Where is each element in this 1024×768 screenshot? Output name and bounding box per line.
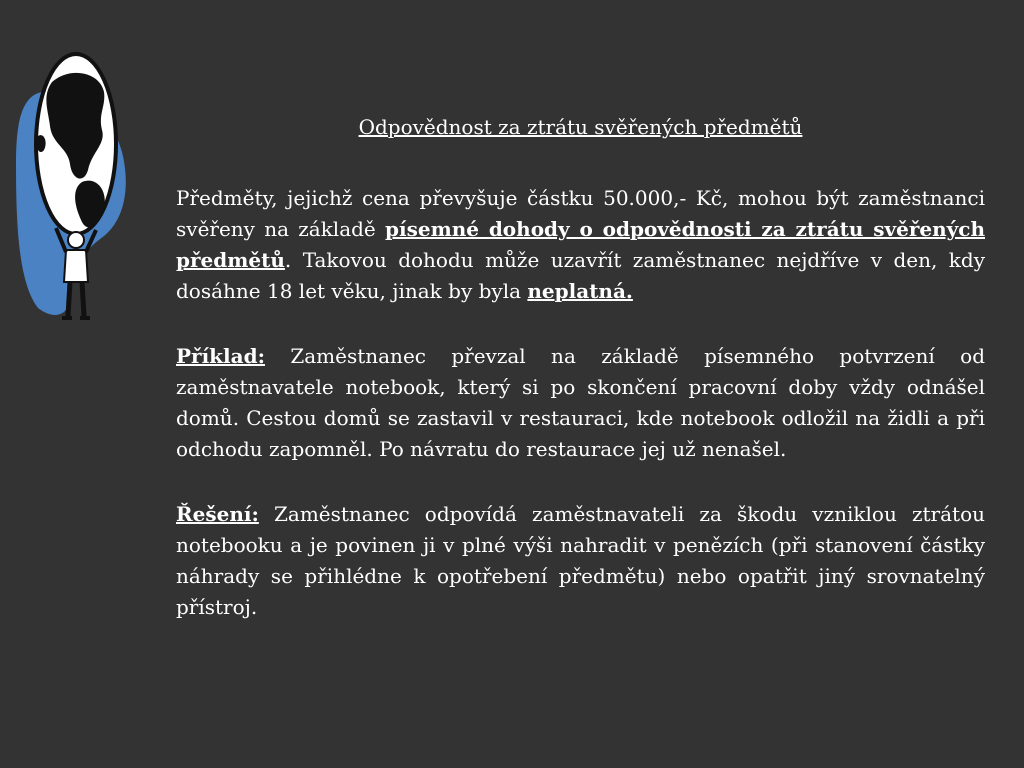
globe-person-icon xyxy=(12,52,132,324)
solution-label: Řešení: xyxy=(176,502,259,526)
paragraph-intro xyxy=(176,183,985,307)
paragraph-intro-text-a: Předměty, jejichž cena převyšuje částku 50.000,- Kč, mohou být zaměstnanci svěřeny na základě xyxy=(176,186,985,241)
example-text: Zaměstnanec převzal na základě písemného potvrzení od zaměstnavatele notebook, který si po skončení pracovní doby vždy odnášel domů. Cestou domů se zastavil v restauraci, kde notebook odložil na židli a při odchodu zapomněl. Po návratu do restaurace jej už nenašel. xyxy=(176,344,985,461)
emphasis-written-agreement: písemné dohody o odpovědnosti za ztrátu svěřených předmětů xyxy=(176,217,986,272)
slide-content xyxy=(176,183,985,657)
example-label: Příklad: xyxy=(176,344,265,368)
solution-text: Zaměstnanec odpovídá zaměstnavateli za škodu vzniklou ztrátou notebooku a je povinen ji v plné výši nahradit v penězích (při stanovení částky náhrady se přihlédne k opotřebení předmětu) nebo opatřit jiný srovnatelný přístroj. xyxy=(176,502,985,619)
slide-title: Odpovědnost za ztrátu svěřených předmětů xyxy=(358,115,803,139)
paragraph-solution xyxy=(176,499,985,623)
emphasis-invalid: neplatná. xyxy=(527,279,633,303)
paragraph-example xyxy=(176,341,985,465)
paragraph-intro-text-b: . Takovou dohodu může uzavřít zaměstnanec nejdříve v den, kdy dosáhne 18 let věku, jinak by byla xyxy=(176,248,985,303)
